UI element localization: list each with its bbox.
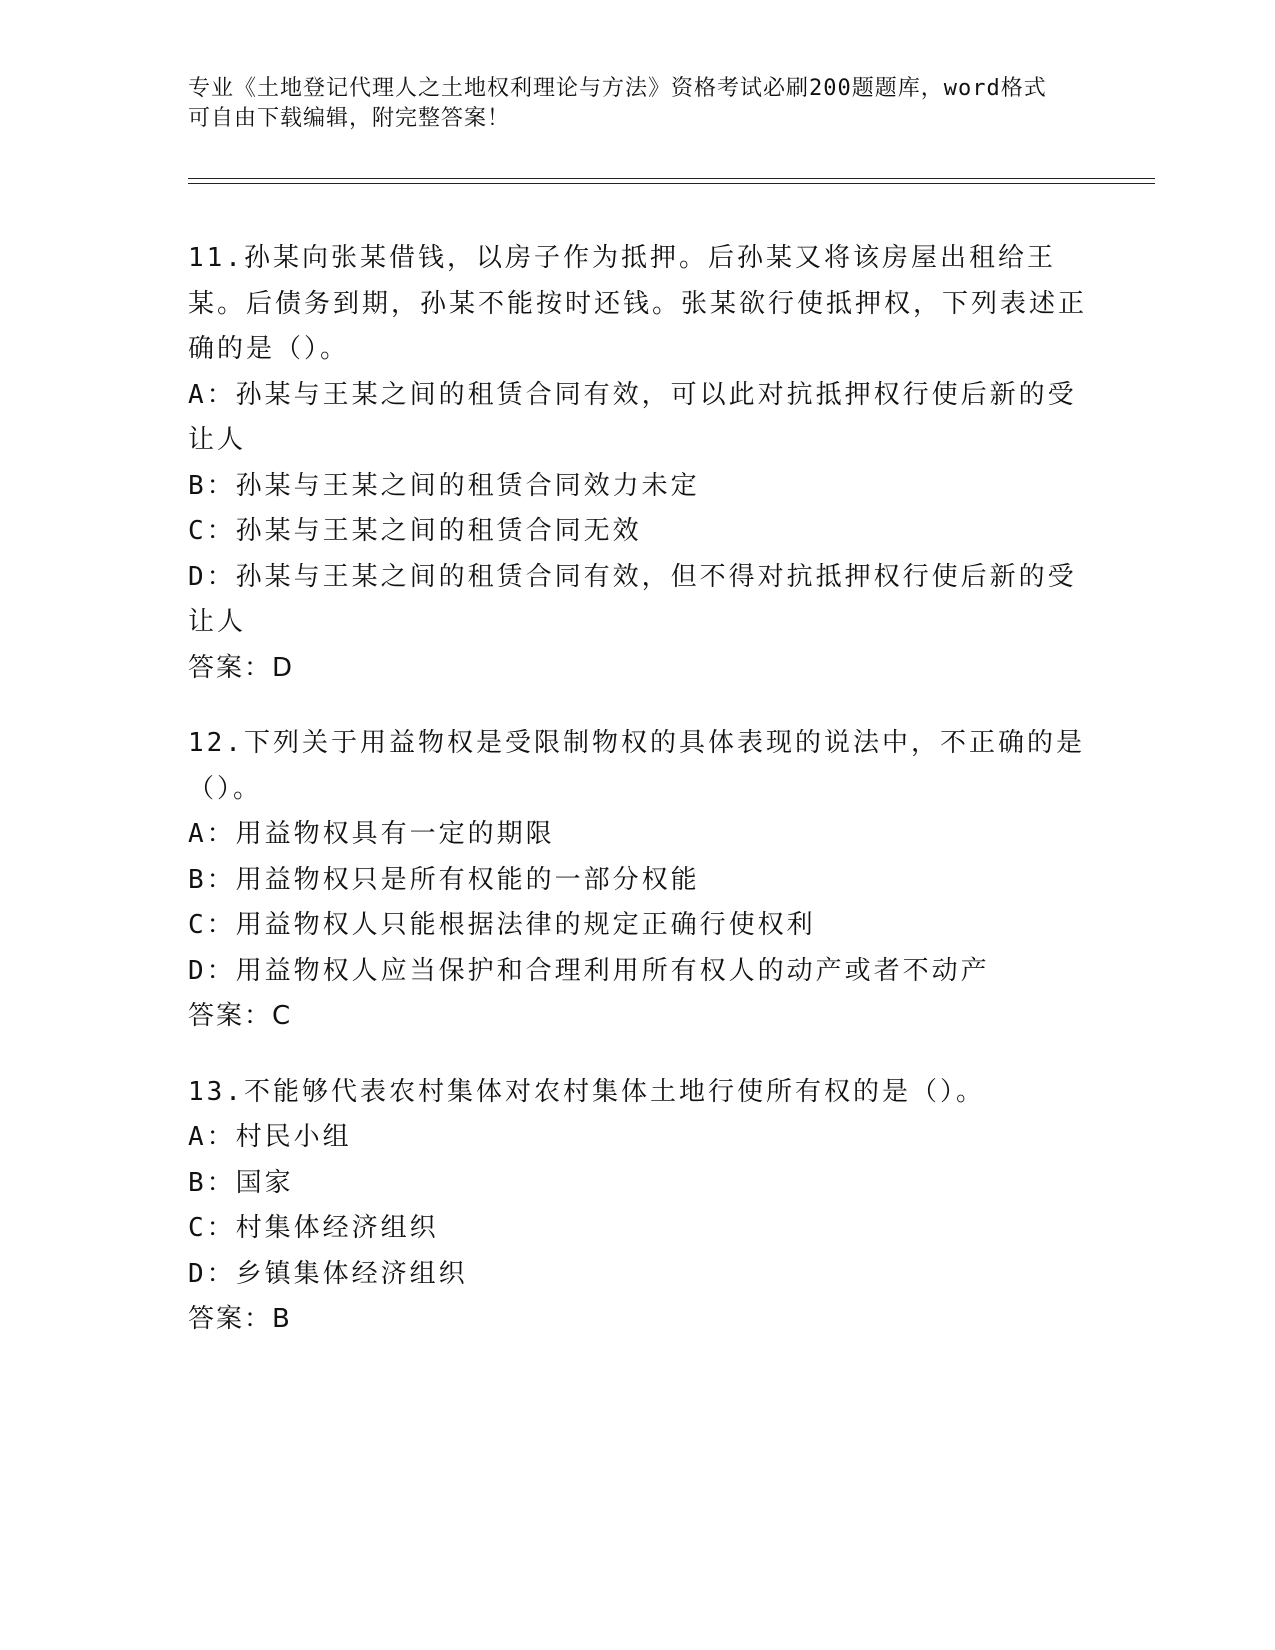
question-11 [188, 236, 1088, 691]
option-c: C：用益物权人只能根据法律的规定正确行使权利 [188, 910, 816, 940]
question-stem: 11.孙某向张某借钱，以房子作为抵押。后孙某又将该房屋出租给王某。后债务到期，孙某不能按时还钱。张某欲行使抵押权，下列表述正确的是（）。 [188, 243, 1088, 364]
header-divider-bottom [188, 183, 1155, 184]
option-c: C：孙某与王某之间的租赁合同无效 [188, 516, 642, 546]
question-13 [188, 1070, 1088, 1343]
option-a: A：村民小组 [188, 1122, 352, 1152]
document-header: 专业《土地登记代理人之土地权利理论与方法》资格考试必刷200题题库，word格式可自由下载编辑，附完整答案！ [188, 76, 1047, 131]
header-divider-top [188, 178, 1155, 179]
answer-label: 答案：C [188, 1001, 293, 1031]
question-12 [188, 721, 1088, 1040]
option-a: A：孙某与王某之间的租赁合同有效，可以此对抗抵押权行使后新的受让人 [188, 379, 1077, 455]
option-d: D：乡镇集体经济组织 [188, 1258, 468, 1289]
option-d: D：孙某与王某之间的租赁合同有效，但不得对抗抵押权行使后新的受让人 [188, 561, 1077, 637]
question-list [188, 236, 1088, 1373]
option-a: A：用益物权具有一定的期限 [188, 819, 555, 849]
option-c: C：村集体经济组织 [188, 1213, 439, 1243]
question-stem: 12.下列关于用益物权是受限制物权的具体表现的说法中，不正确的是（）。 [188, 728, 1085, 804]
answer-label: 答案：D [188, 652, 295, 683]
answer-label: 答案：B [188, 1304, 292, 1334]
option-b: B：孙某与王某之间的租赁合同效力未定 [188, 470, 700, 501]
option-b: B：国家 [188, 1167, 294, 1198]
question-stem: 13.不能够代表农村集体对农村集体土地行使所有权的是（）。 [188, 1076, 985, 1107]
option-b: B：用益物权只是所有权能的一部分权能 [188, 864, 700, 895]
option-d: D：用益物权人应当保护和合理利用所有权人的动产或者不动产 [188, 955, 990, 986]
